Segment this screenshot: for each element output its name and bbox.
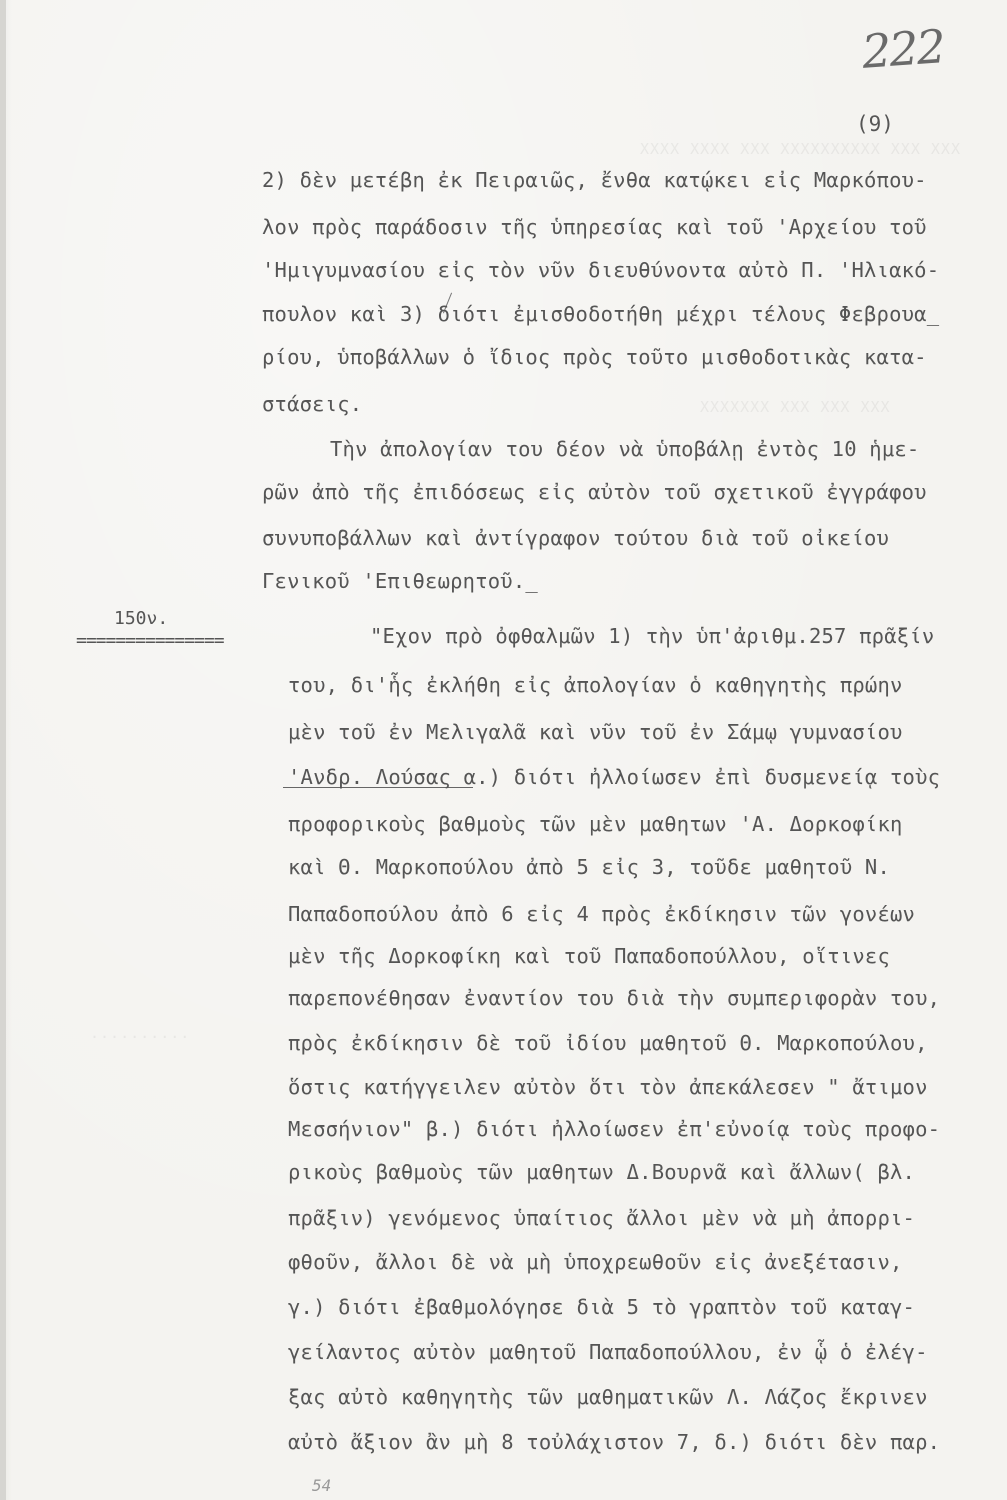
text-line: ὅστις κατήγγειλεν αὐτὸν ὅτι τὸν ἀπεκάλεσεν " ἄτιμον bbox=[288, 1075, 928, 1099]
text-line: προφορικοὺς βαθμοὺς τῶν μὲν μαθητων 'Α. Δορκοφίκη bbox=[288, 812, 903, 836]
text-line: μὲν τῆς Δορκοφίκη καὶ τοῦ Παπαδοπούλλου, οἵτινες bbox=[288, 944, 891, 968]
text-line: του, δι'ἧς ἐκλήθη εἰς ἀπολογίαν ὁ καθηγητὴς πρώην bbox=[288, 673, 903, 697]
text-line: μὲν τοῦ ἐν Μελιγαλᾶ καὶ νῦν τοῦ ἐν Σάμῳ γυμνασίου bbox=[288, 720, 903, 744]
text-line: 2) δὲν μετέβη ἐκ Πειραιῶς, ἔνθα κατῴκει εἰς Μαρκόπου- bbox=[262, 168, 927, 192]
text-line: παρεπονέθησαν ἐναντίον του διὰ τὴν συμπεριφορὰν του, bbox=[288, 986, 941, 1010]
handwritten-folio-number: 222 bbox=[860, 19, 946, 79]
text-line: πρᾶξιν) γενόμενος ὑπαίτιος ἄλλοι μὲν νὰ μὴ ἀπορρι- bbox=[288, 1206, 916, 1230]
text-line: γ.) διότι ἐβαθμολόγησε διὰ 5 τὸ γραπτὸν τοῦ καταγ- bbox=[288, 1295, 916, 1319]
text-line: λον πρὸς παράδοσιν τῆς ὑπηρεσίας καὶ τοῦ 'Αρχείου τοῦ bbox=[262, 215, 927, 239]
text-line: γείλαντος αὐτὸν μαθητοῦ Παπαδοπούλλου, ἐν ᾧ ὁ ἐλέγ- bbox=[288, 1340, 928, 1364]
text-line: ρίου, ὑποβάλλων ὁ ἴδιος πρὸς τοῦτο μισθοδοτικὰς κατα- bbox=[262, 345, 927, 369]
text-line: ξας αὐτὸ καθηγητὴς τῶν μαθηματικῶν Λ. Λάζος ἔκρινεν bbox=[288, 1385, 928, 1409]
text-line: στάσεις. bbox=[262, 392, 363, 416]
text-line: καὶ Θ. Μαρκοπούλου ἀπὸ 5 εἰς 3, τοῦδε μαθητοῦ Ν. bbox=[288, 855, 891, 879]
text-line: συνυποβάλλων καὶ ἀντίγραφον τούτου διὰ τοῦ οἰκείου bbox=[262, 526, 890, 550]
text-line: Παπαδοπούλου ἀπὸ 6 εἰς 4 πρὸς ἐκδίκησιν τῶν γονέων bbox=[288, 902, 916, 926]
bleed-through-text: ΧΧΧΧ ΧΧΧΧ ΧΧΧ ΧΧΧΧΧΧΧΧΧΧ ΧΧΧ ΧΧΧ bbox=[640, 140, 961, 158]
text-line: ρῶν ἀπὸ τῆς ἐπιδόσεως εἰς αὐτὸν τοῦ σχετικοῦ ἐγγράφου bbox=[262, 480, 927, 504]
text-line: αὐτὸ ἄξιον ἂν μὴ 8 τοὐλάχιστον 7, δ.) διότι δὲν παρ. bbox=[288, 1430, 941, 1454]
text-line: πρὸς ἐκδίκησιν δὲ τοῦ ἰδίου μαθητοῦ Θ. Μαρκοπούλου, bbox=[288, 1031, 928, 1055]
text-line: Μεσσήνιον" β.) διότι ἠλλοίωσεν ἐπ'εὐνοίᾳ τοὺς προφο- bbox=[288, 1117, 941, 1141]
text-line: Γενικοῦ 'Επιθεωρητοῦ._ bbox=[262, 569, 538, 593]
page-edge-shadow bbox=[0, 0, 6, 1500]
text-line: ρικοὺς βαθμοὺς τῶν μαθητων Δ.Βουρνᾶ καὶ ἄλλων( βλ. bbox=[288, 1160, 916, 1184]
margin-note: 150ν. bbox=[114, 608, 169, 629]
bottom-handwritten-mark: 54 bbox=[312, 1476, 332, 1495]
bleed-through-text: ΧΧΧΧΧΧΧ ΧΧΧ ΧΧΧ ΧΧΧ bbox=[700, 398, 891, 416]
text-line: Τὴν ἀπολογίαν του δέον νὰ ὑποβάλῃ ἐντὸς 10 ἡμε- bbox=[330, 437, 920, 461]
text-line: φθοῦν, ἄλλοι δὲ νὰ μὴ ὑποχρεωθοῦν εἰς ἀνεξέτασιν, bbox=[288, 1250, 903, 1274]
margin-rule: =============== bbox=[76, 630, 224, 651]
page-number: (9) bbox=[856, 112, 894, 136]
bleed-through-text: .......... bbox=[90, 1024, 191, 1042]
text-line: πουλον καὶ 3) διότι ἐμισθοδοτήθη μέχρι τέλους Φεβρουα_ bbox=[262, 302, 940, 326]
text-line: "Εχον πρὸ ὀφθαλμῶν 1) τὴν ὑπ'ἀριθμ.257 πρᾶξίν bbox=[370, 624, 935, 648]
text-line: 'Ανδρ. Λούσας α.) διότι ἠλλοίωσεν ἐπὶ δυσμενείᾳ τοὺς bbox=[288, 765, 941, 789]
text-line: 'Ημιγυμνασίου εἰς τὸν νῦν διευθύνοντα αὐτὸ Π. 'Ηλιακό- bbox=[262, 258, 940, 282]
